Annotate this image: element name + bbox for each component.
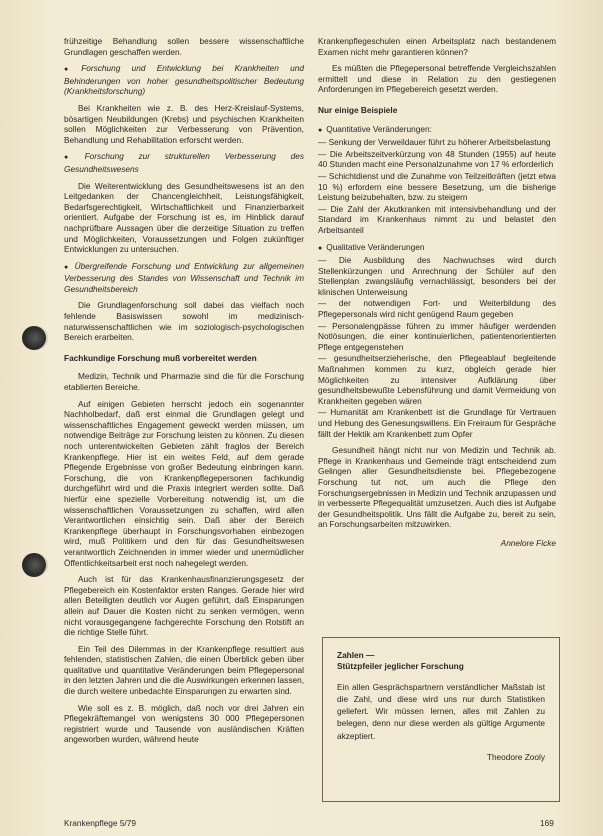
section-heading: Fachkundige Forschung muß vorbereitet werden: [64, 352, 257, 363]
author-signature: Annelore Ficke: [500, 537, 556, 548]
section-heading: Nur einige Beispiele: [318, 104, 398, 115]
list-item: — gesundheitserzieherische, den Pflegeablauf begleitende Maßnahmen kommen zu kurz, obgleich gerade hier Möglichkeiten zu intensiver Aufklärung über gesundheitsbewußte Lebensführung und damit Vermeidung von Krankheiten gegeben wären: [318, 353, 556, 406]
box-subtitle: Stützpfeiler jeglicher Forschung: [337, 661, 464, 672]
right-column: [318, 36, 556, 549]
paragraph: Es müßten die Pflegepersonal betreffende Vergleichszahlen ermittelt und diese in Relation zu den gestiegenen Anforderungen im Pflegebereich gesetzt werden.: [318, 63, 556, 95]
bullet-item: ● Forschung zur strukturellen Verbesserung des Gesundheitswesens: [64, 151, 304, 174]
punch-hole-bottom: [22, 553, 46, 577]
paragraph: Gesundheit hängt nicht nur von Medizin und Technik ab. Pflege in Krankenhaus und Gemeinde trägt entscheidend zum Gelingen aller Gesundheitsdienste bei. Pflegebezogene Forschung tut not, um auch die Pflege den Forschungsergebnissen in Medizin und Technik anzupassen und in verbesserte Pflegequalität umzusetzen. Auch dies ist Aufgabe der Gesundheitspolitik. Uns fällt die Aufgabe zu, bereit zu sein, an Forschungsarbeiten mitzuwirken.: [318, 445, 556, 530]
paragraph: Auf einigen Gebieten herrscht jedoch ein sogenannter Nachholbedarf, daß erst einmal die Grundlagen gelegt und wissenschaftliches Engagement geweckt werden müssen, um notwendige Beiträge zur Forschung leisten zu können. Zu diesen noch unterentwickelten Gebieten zählt fraglos der Bereich Krankenpflege. Hier ist ein weites Feld, auf dem gerade Pflegende Ergebnisse von großer Bedeutung einbringen kann. Forschung, die von Krankenpflegepersonen fachkundig durchgeführt wird und die Praxis integriert werden sollte. Daß hierfür eine spezielle Vorbereitung notwendig ist, um die wissenschaftlichen Voraussetzungen zu schaffen, wird allen Verantwortlichen einsichtig sein. Daß aber der Bereich Krankenpflege überhaupt in Forschungsvorhaben einbezogen wird, muß Politikern und den für das Gesundheitswesen verantwortlich Zeichnenden in immer wieder und unermüdlicher Öffentlichkeitsarbeit erst noch nahegelegt werden.: [64, 398, 304, 568]
list-item: — Die Zahl der Akutkranken mit intensivbehandlung und der Standard im Krankenhaus nimmt zu und belastet den Arbeitsanteil: [318, 203, 556, 235]
bullet-item: ● Quantitative Veränderungen:: [318, 124, 556, 137]
page-number: 169: [540, 818, 554, 828]
paragraph: Die Grundlagenforschung soll dabei das vielfach noch fehlende Basiswissen sowohl im medizinisch-naturwissenschaftlichen wie im soziologisch-psychologischen Bereich erarbeiten.: [64, 300, 304, 343]
info-box: [322, 637, 560, 802]
bullet-item: ● Forschung und Entwicklung bei Krankheiten und Behinderungen von hoher gesundheitspolitischer Bedeutung (Krankheitsforschung): [64, 63, 304, 97]
journal-name: Krankenpflege 5/79: [64, 818, 136, 828]
paragraph: Bei Krankheiten wie z. B. des Herz-Kreislauf-Systems, bösartigen Neubildungen (Krebs) und psychischen Krankheiten sollen Möglichkeiten zur Verbesserung von Prävention, Behandlung und Rehabilitation erforscht werden.: [64, 102, 304, 145]
punch-hole-top: [22, 326, 46, 350]
list-item: — Schichtdienst und die Zunahme von Teilzeitkräften (jetzt etwa 10 %) erfordern eine bessere Besetzung, um die bisherige Leistung beizubehalten, bzw. zu steigern: [318, 170, 556, 203]
left-column: [64, 36, 304, 751]
paragraph: Auch ist für das Krankenhausfinanzierungsgesetz der Pflegebereich ein Kostenfaktor ersten Ranges. Gerade hier wird allen Beteiligten deutlich vor Augen geführt, daß Einsparungen allein auf Dauer die Kosten nicht zu senken vermögen, wenn nicht vorausgegangene fachgerechte Forschung den Rotstift an die richtige Stelle führt.: [64, 574, 304, 638]
list-item: — der notwendigen Fort- und Weiterbildung des Pflegepersonals wird nicht genügend Raum gegeben: [318, 298, 556, 320]
paragraph: Wie soll es z. B. möglich, daß noch vor drei Jahren ein Pflegekräftemangel von wenigstens 30 000 Pflegepersonen registriert wurde und Tausende von ausländischen Kräften angeworben wurden, während heute: [64, 702, 304, 745]
paragraph: Medizin, Technik und Pharmazie sind die für die Forschung etablierten Bereiche.: [64, 371, 304, 393]
bullet-item: ● Qualitative Veränderungen: [318, 242, 556, 255]
list-item: — Personalengpässe führen zu immer häufiger werdenden Notlösungen, die einer kontinuierlichen, patientenorientierten Pflege entgegenstehen: [318, 320, 556, 352]
box-title: Zahlen —: [337, 650, 375, 660]
paragraph: Ein Teil des Dilemmas in der Krankenpflege resultiert aus fehlenden, statistischen Zahlen, die einen Überblick geben über qualitative und quantitative Veränderungen beim Pflegepersonal in den letzten Jahren und die die Auswirkungen erkennen lassen, die durch weitere unbedachte Einsparungen zu erwarten sind.: [64, 643, 304, 697]
paragraph: frühzeitige Behandlung sollen bessere wissenschaftliche Grundlagen geschaffen werden.: [64, 36, 304, 57]
bullet-item: ● Übergreifende Forschung und Entwicklung zur allgemeinen Verbesserung des Standes von Wissenschaft und Technik im Gesundheitsbereich: [64, 261, 304, 295]
list-item: — Die Arbeitszeitverkürzung von 48 Stunden (1955) auf heute 40 Stunden macht eine Personalzunahme von 17 % erforderlich: [318, 148, 556, 170]
box-author: Theodore Zooly: [486, 751, 545, 762]
paragraph: Die Weiterentwicklung des Gesundheitswesens ist an den Leitgedanken der Chancengleichheit, Leistungsfähigkeit, Bedarfsgerechtigkeit, Wirtschaftlichkeit und Finanzierbarkeit orientiert. Aufgabe der Forschung ist es, im Hinblick darauf nachprüfbare Aussagen über die derzeitige Situation zu treffen und Möglichkeiten, Voraussetzungen und Folgen zukünftiger Entwicklungen zu untersuchen.: [64, 180, 304, 255]
paragraph: Krankenpflegeschulen einen Arbeitsplatz nach bestandenem Examen nicht mehr garantieren können?: [318, 36, 556, 57]
list-item: — Humanität am Krankenbett ist die Grundlage für Vertrauen und Hebung des Genesungswillens. Ein Freiraum für Gespräche fällt der Hektik am Krankenbett zum Opfer: [318, 407, 556, 439]
list-item: — Die Ausbildung des Nachwuchses wird durch Stellenkürzungen und Anrechnung der Schüler auf den Stellenplan zwangsläufig vernachlässigt, besonders bei der klinischen Unterweisung: [318, 255, 556, 297]
box-text: Ein allen Gesprächspartnern verständlicher Maßstab ist die Zahl, und diese wird uns nur durch Statistiken geliefert. Wir müssen lernen, alles mit Zahlen zu belegen, denn nur diese werden als gültige Argumente akzeptiert.: [337, 681, 545, 741]
list-item: — Senkung der Verweildauer führt zu höherer Arbeitsbelastung: [318, 137, 551, 148]
